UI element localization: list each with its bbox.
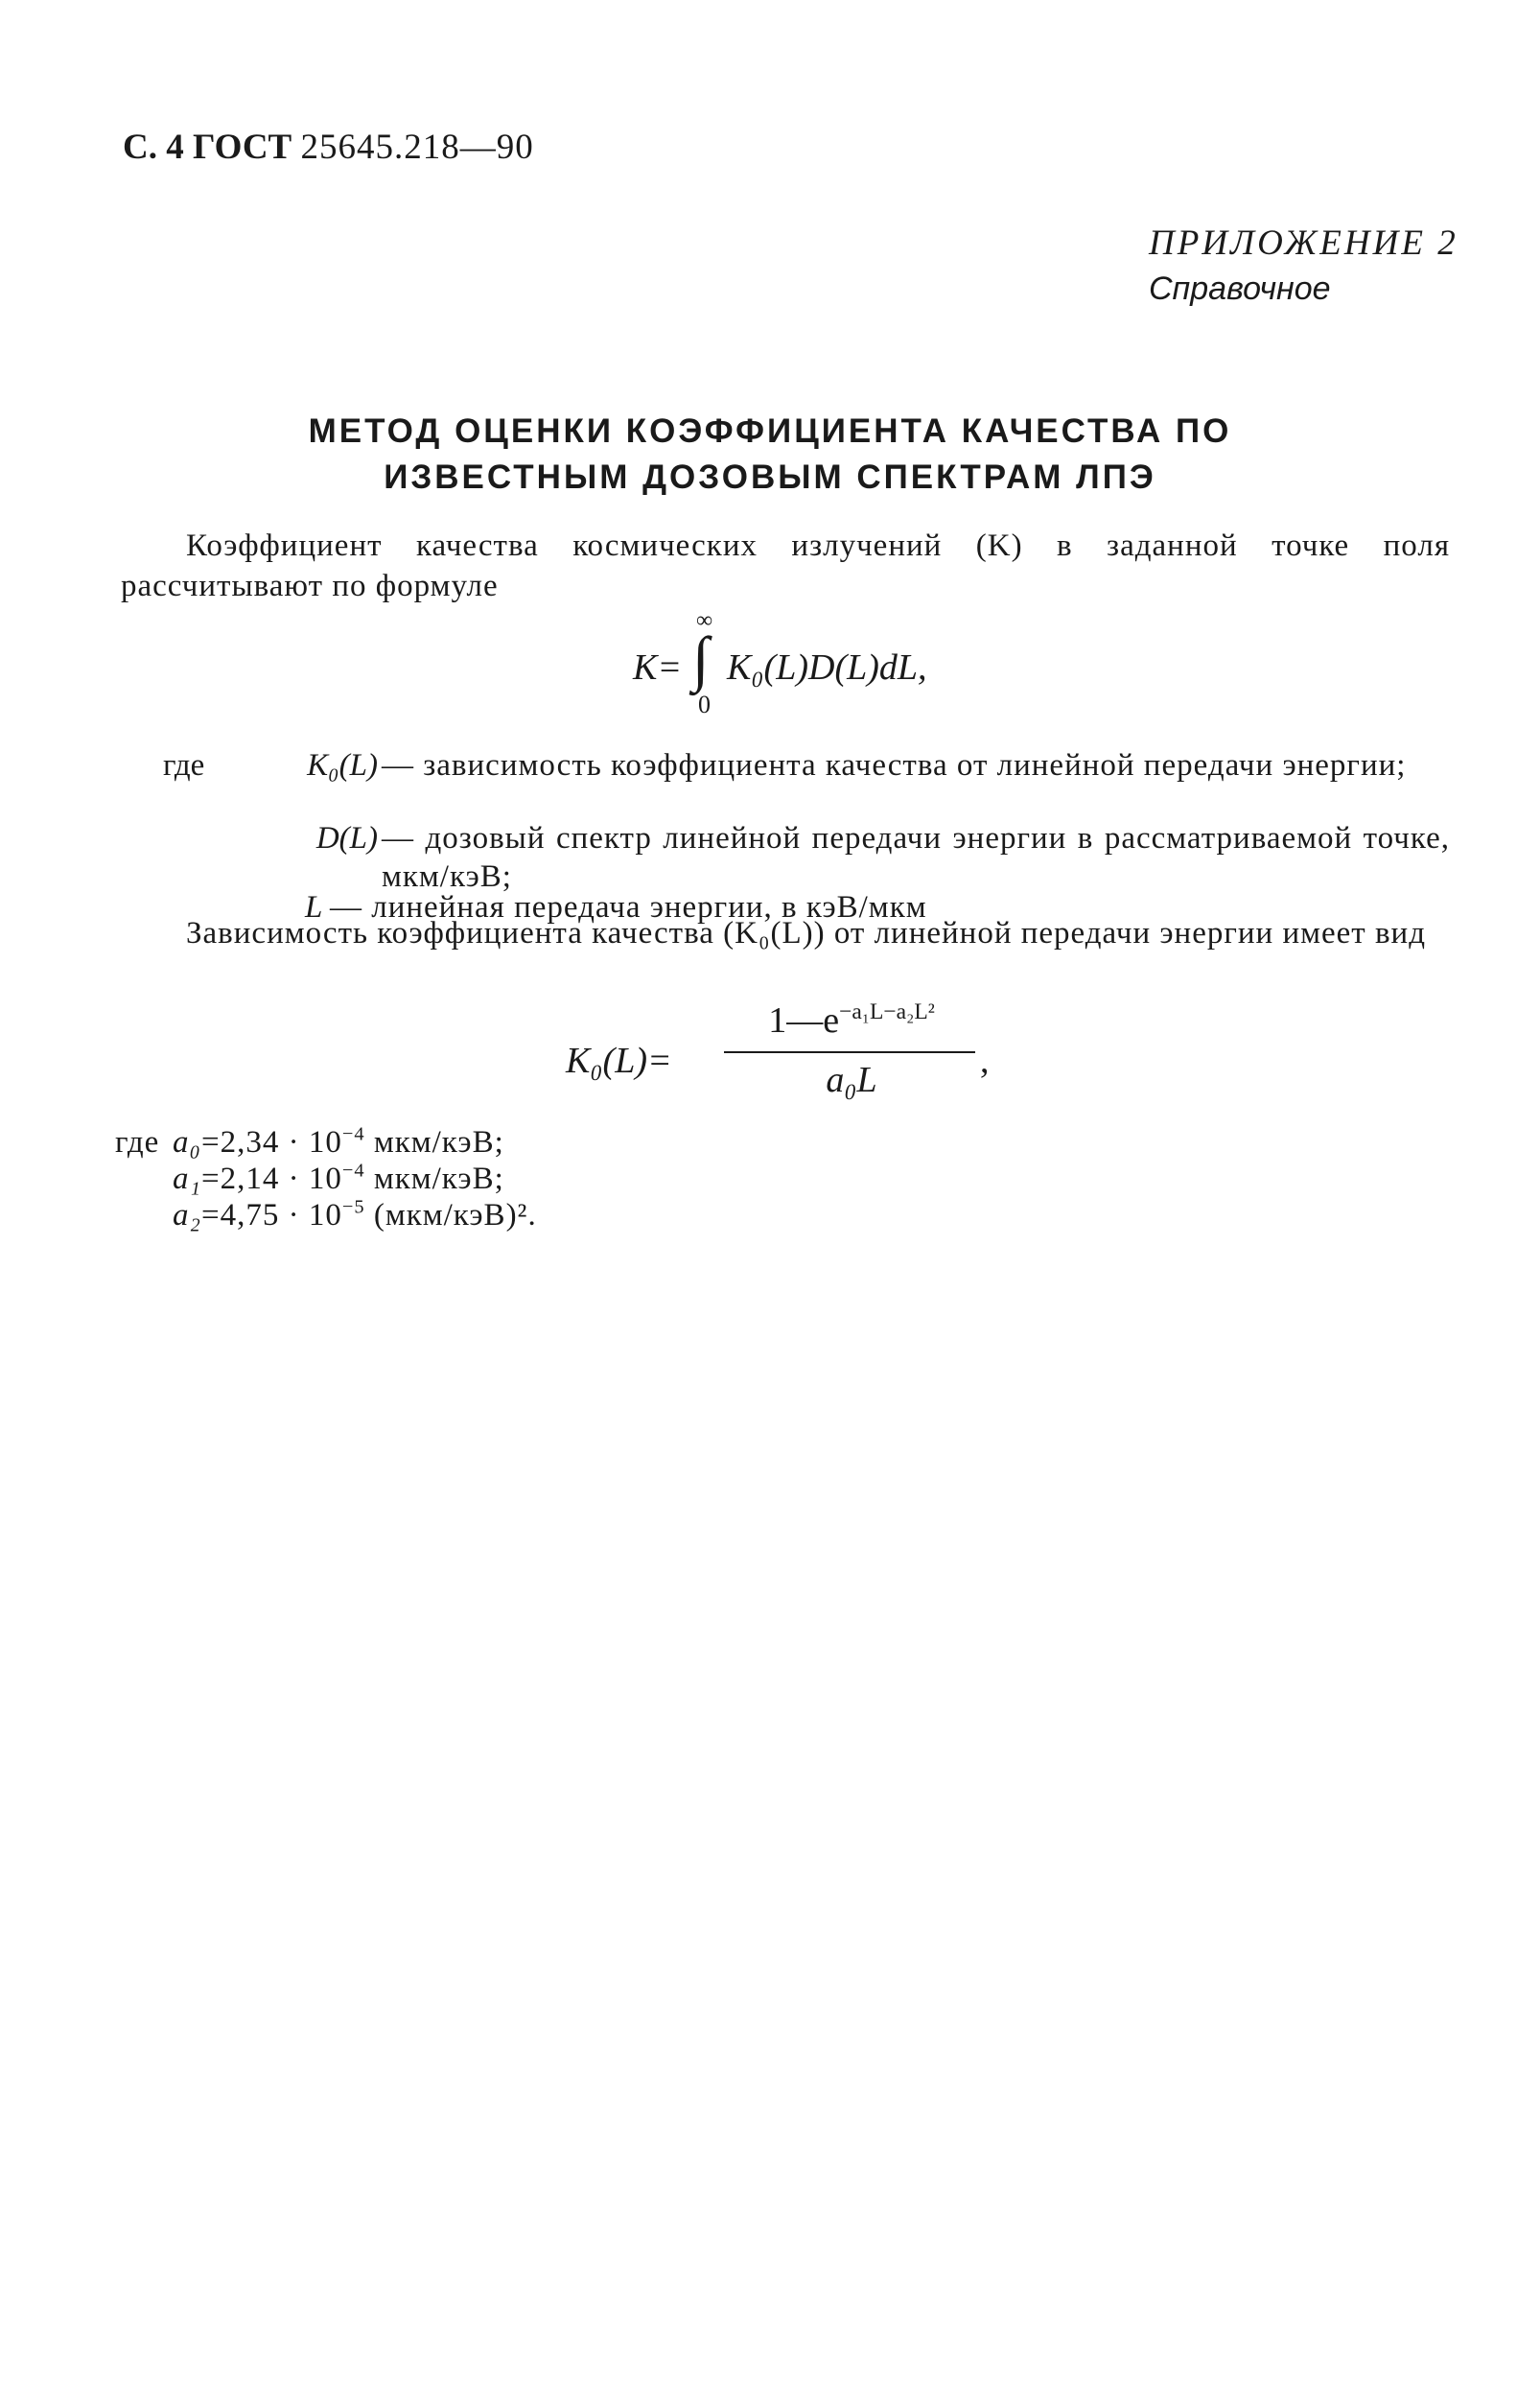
standard-number: 25645.218—90 bbox=[300, 128, 534, 167]
coef-a2-value: =4,75 · 10 bbox=[200, 1198, 342, 1233]
coef-a0 bbox=[173, 1124, 504, 1161]
numerator-exponent: −a₁L−a₂L² bbox=[839, 998, 935, 1024]
integral-formula bbox=[633, 608, 997, 719]
def-text-k0: — зависимость коэффициента качества от линейной передачи энергии; bbox=[382, 748, 1407, 783]
coef-a2 bbox=[173, 1197, 537, 1233]
standard-name: ГОСТ bbox=[192, 128, 292, 167]
coef-a1 bbox=[173, 1161, 504, 1197]
appendix-label: ПРИЛОЖЕНИЕ 2 bbox=[1149, 223, 1458, 263]
coef-where-label: где bbox=[115, 1125, 160, 1160]
page-number: С. 4 bbox=[123, 128, 184, 167]
numerator-base: 1—e bbox=[768, 1000, 840, 1041]
formula1-lhs: K= bbox=[633, 647, 682, 688]
coef-a2-symbol: a₂ bbox=[173, 1198, 201, 1233]
formula2-denominator: a₀L bbox=[826, 1060, 877, 1100]
formula2-comma: , bbox=[980, 1041, 990, 1081]
integral-upper-limit: ∞ bbox=[696, 608, 713, 633]
paragraph-dependence: Зависимость коэффициента качества (K₀(L)) от линейной передачи энергии имеет вид bbox=[186, 916, 1427, 951]
appendix-type: Справочное bbox=[1149, 270, 1331, 307]
coef-a0-power: −4 bbox=[341, 1123, 365, 1145]
coef-a2-unit: (мкм/кэВ)². bbox=[364, 1198, 537, 1233]
def-symbol-k0: K₀(L) bbox=[307, 748, 378, 783]
formula2-lhs: K₀(L)= bbox=[566, 1041, 672, 1081]
formula1-integrand: K₀(L)D(L)dL, bbox=[727, 647, 927, 688]
quality-factor-formula bbox=[566, 998, 1007, 1122]
coef-a0-unit: мкм/кэВ; bbox=[364, 1125, 504, 1160]
fraction-bar bbox=[724, 1051, 975, 1053]
where-label: где bbox=[163, 748, 205, 783]
coef-a1-symbol: a₁ bbox=[173, 1162, 201, 1196]
def-text-l: — линейная передача энергии, в кэВ/мкм bbox=[330, 890, 927, 925]
page-header bbox=[123, 127, 534, 168]
paragraph-intro: Коэффициент качества космических излучений (K) в заданной точке поля рассчитывают по формуле bbox=[121, 529, 1450, 603]
coef-a1-power: −4 bbox=[341, 1160, 365, 1182]
def-symbol-l: L bbox=[305, 890, 323, 925]
document-title-line1: МЕТОД ОЦЕНКИ КОЭФФИЦИЕНТА КАЧЕСТВА ПО bbox=[308, 412, 1232, 450]
coef-a1-unit: мкм/кэВ; bbox=[364, 1162, 504, 1196]
coef-a2-power: −5 bbox=[341, 1196, 365, 1218]
def-symbol-d: D(L) bbox=[315, 821, 378, 856]
def-text-d: — дозовый спектр линейной передачи энергии в рассматриваемой точке, мкм/кэВ; bbox=[382, 821, 1450, 894]
coef-a1-value: =2,14 · 10 bbox=[200, 1162, 342, 1196]
formula2-numerator bbox=[736, 999, 967, 1042]
document-title-line2: ИЗВЕСТНЫМ ДОЗОВЫМ СПЕКТРАМ ЛПЭ bbox=[384, 458, 1156, 496]
integral-sign: ∫ bbox=[692, 624, 710, 693]
coef-a0-symbol: a₀ bbox=[173, 1125, 201, 1160]
integral-lower-limit: 0 bbox=[698, 691, 711, 718]
coef-a0-value: =2,34 · 10 bbox=[200, 1125, 342, 1160]
